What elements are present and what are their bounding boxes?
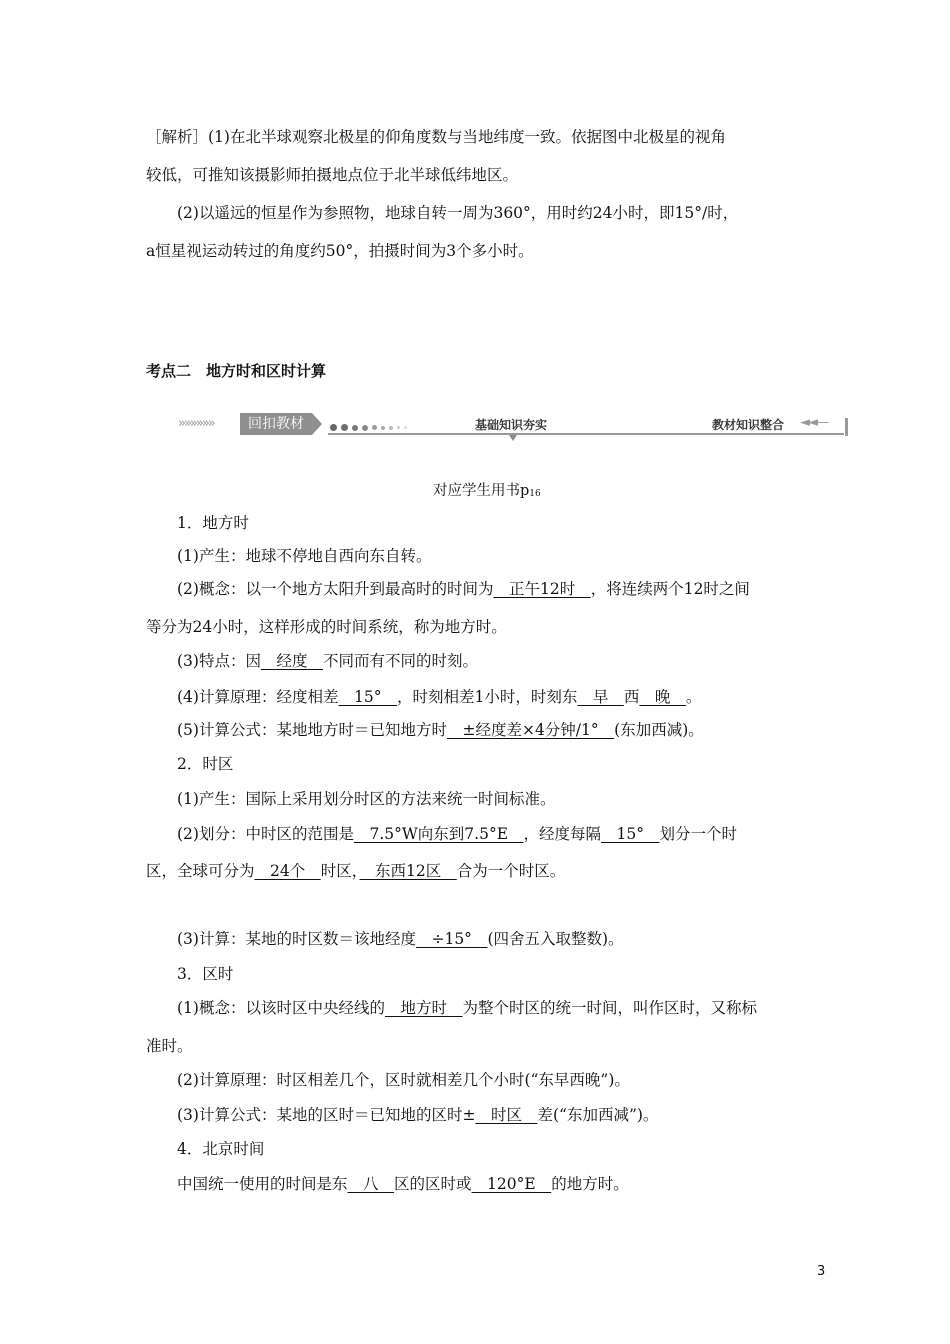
analysis-line-4: a恒星视运动转过的角度约50°，拍摄时间为3个多小时。 [146,242,534,260]
answer-blank: ±经度差×4分钟/1° [446,721,615,739]
answer-blank: 15° [601,825,660,843]
section-title: 考点二 地方时和区时计算 [146,362,327,380]
s2-line-2: (2)划分：中时区的范围是 7.5°W向东到7.5°E ，经度每隔 15° 划分一个时 [177,825,738,843]
s3-line-1-cont: 准时。 [146,1037,193,1055]
analysis-line-3: (2)以遥远的恒星作为参照物，地球自转一周为360°，用时约24小时，即15°/时， [177,204,739,222]
analysis-line-2: 较低，可推知该摄影师拍摄地点位于北半球低纬地区。 [146,166,519,184]
triangle-down-icon [509,435,517,441]
s3-title: 3．区时 [177,965,234,983]
answer-blank: 早 [577,688,624,706]
answer-blank: 地方时 [384,999,463,1017]
answer-blank: 晚 [639,688,686,706]
s1-line-2: (2)概念：以一个地方太阳升到最高时的时间为 正午12时 ，将连续两个12时之间 [177,580,750,598]
answer-blank: 120°E [471,1175,552,1193]
section-banner [178,412,848,438]
s1-line-4: (4)计算原理：经度相差 15° ，时刻相差1小时，时刻东 早 西 晚 。 [177,688,702,706]
s2-line-2-cont: 区，全球可分为 24个 时区， 东西12区 合为一个时区。 [146,862,566,880]
s2-line-1: (1)产生：国际上采用划分时区的方法来统一时间标准。 [177,790,556,808]
answer-blank: 经度 [260,652,323,670]
banner-rule [328,433,844,435]
answer-blank: 正午12时 [493,580,591,598]
s4-line-1: 中国统一使用的时间是东 八 区的区时或 120°E 的地方时。 [177,1175,629,1193]
chevron-icon: »»»»»» [178,416,214,431]
s2-line-3: (3)计算：某地的时区数＝该地经度 ÷15° (四舍五入取整数)。 [177,930,624,948]
answer-blank: ÷15° [415,930,488,948]
banner-box-label: 回扣教材 [240,413,312,435]
s1-line-2-cont: 等分为24小时，这样形成的时间系统，称为地方时。 [146,618,507,636]
s3-line-3: (3)计算公式：某地的区时＝已知地的区时± 时区 差(“东加西减”)。 [177,1106,659,1124]
reference-note: 对应学生用书$p_{16}$ [433,483,541,499]
s3-line-2: (2)计算原理：时区相差几个，区时就相差几个小时(“东早西晚”)。 [177,1071,630,1089]
answer-blank: 时区 [475,1106,538,1124]
analysis-line-1: ［解析］(1)在北半球观察北极星的仰角度数与当地纬度一致。依据图中北极星的视角 [146,128,726,146]
page-number: 3 [817,1264,826,1279]
s1-title: 1．地方时 [177,514,249,532]
answer-blank: 7.5°W向东到7.5°E [353,825,524,843]
banner-right-label: 教材知识整合 [712,418,785,432]
answer-blank: 东西12区 [359,862,457,880]
s1-line-5: (5)计算公式：某地地方时＝已知地方时 ±经度差×4分钟/1° (东加西减)。 [177,721,704,739]
banner-center-label: 基础知识夯实 [475,418,548,432]
s3-line-1: (1)概念：以该时区中央经线的 地方时 为整个时区的统一时间，叫作区时，又称标 [177,999,757,1017]
banner-end-bar [845,418,848,436]
answer-blank: 15° [338,688,397,706]
s1-line-3: (3)特点：因 经度 不同而有不同的时刻。 [177,652,478,670]
arrows-left-icon: ◄◄— [800,415,827,430]
s1-line-1: (1)产生：地球不停地自西向东自转。 [177,547,432,565]
answer-blank: 八 [347,1175,395,1193]
s2-title: 2．时区 [177,755,234,773]
s4-title: 4．北京时间 [177,1140,265,1158]
answer-blank: 24个 [254,862,321,880]
